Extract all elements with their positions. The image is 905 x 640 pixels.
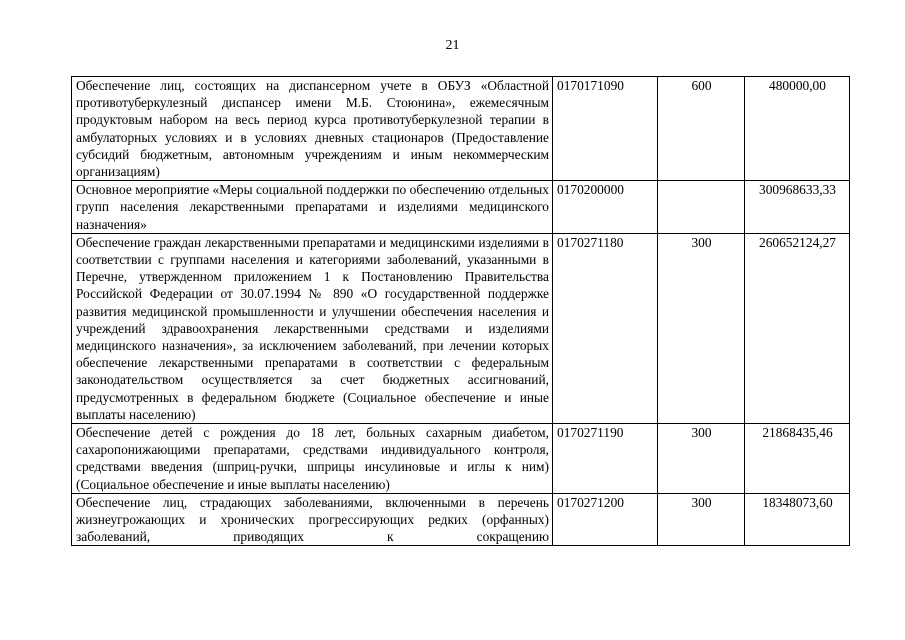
row-amount: 260652124,27 xyxy=(745,233,850,423)
table-row xyxy=(72,233,850,423)
budget-table xyxy=(71,76,850,546)
row-amount: 300968633,33 xyxy=(745,181,850,234)
row-code: 0170271200 xyxy=(553,493,658,545)
row-amount: 18348073,60 xyxy=(745,493,850,545)
row-code: 0170271180 xyxy=(553,233,658,423)
row-description: Обеспечение детей с рождения до 18 лет, больных сахарным диабетом, сахаропонижающими препаратами, средствами индивидуального контроля, средствами введения (шприц-ручки, шприцы инсулиновые и иглы к ним) (Социальное обеспечение и иные выплаты населению) xyxy=(72,424,553,494)
row-expense-type: 300 xyxy=(658,493,745,545)
row-expense-type: 600 xyxy=(658,77,745,181)
row-expense-type: 300 xyxy=(658,233,745,423)
row-expense-type xyxy=(658,181,745,234)
row-code: 0170271190 xyxy=(553,424,658,494)
page-number: 21 xyxy=(445,38,460,53)
table-row xyxy=(72,493,850,545)
row-description: Обеспечение граждан лекарственными препаратами и медицинскими изделиями в соответствии с группами населения и категориями заболеваний, указанными в Перечне, утвержденном приложением 1 к Постановлению Правительства Российской Федерации от 30.07.1994 № 890 «О государственной поддержке развития медицинской промышленности и улучшении обеспечения населения и учреждений здравоохранения лекарственными средствами и изделиями медицинского назначения», за исключением заболеваний, при лечении которых обеспечение лекарственными препаратами в соответствии с федеральным законодательством осуществляется за счет бюджетных ассигнований, предусмотренных в федеральном бюджете (Социальное обеспечение и иные выплаты населению) xyxy=(72,233,553,423)
table-row xyxy=(72,424,850,494)
row-code: 0170171090 xyxy=(553,77,658,181)
row-description-cell xyxy=(72,493,553,545)
row-amount: 480000,00 xyxy=(745,77,850,181)
row-description: Обеспечение лиц, страдающих заболеваниями, включенными в перечень жизнеугрожающих и хронических прогрессирующих редких (орфанных) заболеваний, приводящих к сокращению xyxy=(76,494,549,545)
row-amount: 21868435,46 xyxy=(745,424,850,494)
row-description: Основное мероприятие «Меры социальной поддержки по обеспечению отдельных групп населения лекарственными препаратами и изделиями медицинского назначения» xyxy=(72,181,553,234)
row-description: Обеспечение лиц, состоящих на диспансерном учете в ОБУЗ «Областной противотуберкулезный диспансер имени М.Б. Стоюнина», ежемесячным продуктовым набором на весь период курса противотуберкулезной терапии в амбулаторных условиях и в условиях дневных стационаров (Предоставление субсидий бюджетным, автономным учреждениям и иным некоммерческим организациям) xyxy=(72,77,553,181)
table-row xyxy=(72,77,850,181)
row-expense-type: 300 xyxy=(658,424,745,494)
row-code: 0170200000 xyxy=(553,181,658,234)
table-row xyxy=(72,181,850,234)
